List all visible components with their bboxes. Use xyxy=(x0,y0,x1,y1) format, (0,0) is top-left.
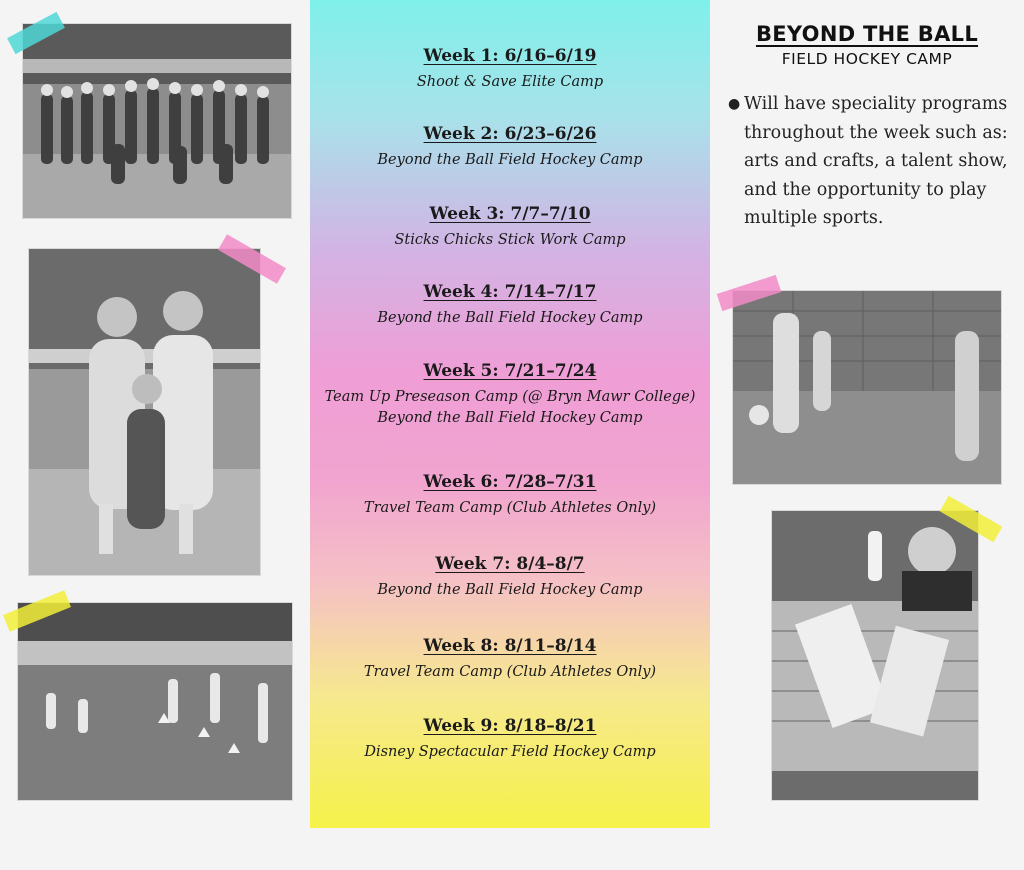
info-bullet xyxy=(728,90,1008,233)
week-title: Week 5: 7/21–7/24 xyxy=(423,361,597,381)
camp-name: Disney Spectacular Field Hockey Camp xyxy=(364,744,656,760)
week-title: Week 8: 8/11–8/14 xyxy=(423,636,597,656)
camp-name: Travel Team Camp (Club Athletes Only) xyxy=(363,500,657,516)
schedule-panel xyxy=(310,0,710,828)
photo-group-team xyxy=(23,24,291,218)
photo-field-drills xyxy=(18,603,292,800)
camp-name: Travel Team Camp (Club Athletes Only) xyxy=(363,664,657,680)
week-5 xyxy=(310,361,710,426)
photo-girls-tiaras xyxy=(29,249,260,575)
week-title: Week 9: 8/18–8/21 xyxy=(423,716,597,736)
camp-name: Sticks Chicks Stick Work Camp xyxy=(394,232,626,248)
brand-subtitle: FIELD HOCKEY CAMP xyxy=(781,50,953,68)
bullet-dot-icon: ● xyxy=(728,96,741,112)
info-bullet-text: Will have speciality programs throughout the week such as: arts and crafts, a talent show, and the opportunity to play multiple sports. xyxy=(744,94,1008,228)
week-1 xyxy=(310,46,710,90)
week-title: Week 1: 6/16–6/19 xyxy=(423,46,597,66)
week-title: Week 2: 6/23–6/26 xyxy=(423,124,597,144)
camp-name: Team Up Preseason Camp (@ Bryn Mawr College) xyxy=(324,389,696,405)
week-title: Week 3: 7/7–7/10 xyxy=(429,204,591,224)
camp-name: Beyond the Ball Field Hockey Camp xyxy=(377,582,643,598)
week-9 xyxy=(310,716,710,760)
week-title: Week 7: 8/4–8/7 xyxy=(435,554,585,574)
camp-name: Shoot & Save Elite Camp xyxy=(416,74,604,90)
week-title: Week 6: 7/28–7/31 xyxy=(423,472,597,492)
week-3 xyxy=(310,204,710,248)
photo-kids-soccer xyxy=(733,291,1001,484)
week-8 xyxy=(310,636,710,680)
brand-title: BEYOND THE BALL xyxy=(755,22,979,46)
week-6 xyxy=(310,472,710,516)
photo-crafts-table xyxy=(772,511,978,800)
week-4 xyxy=(310,282,710,326)
camp-name: Beyond the Ball Field Hockey Camp xyxy=(377,410,643,426)
camp-name: Beyond the Ball Field Hockey Camp xyxy=(377,310,643,326)
week-title: Week 4: 7/14–7/17 xyxy=(423,282,597,302)
week-7 xyxy=(310,554,710,598)
week-2 xyxy=(310,124,710,168)
camp-name: Beyond the Ball Field Hockey Camp xyxy=(377,152,643,168)
